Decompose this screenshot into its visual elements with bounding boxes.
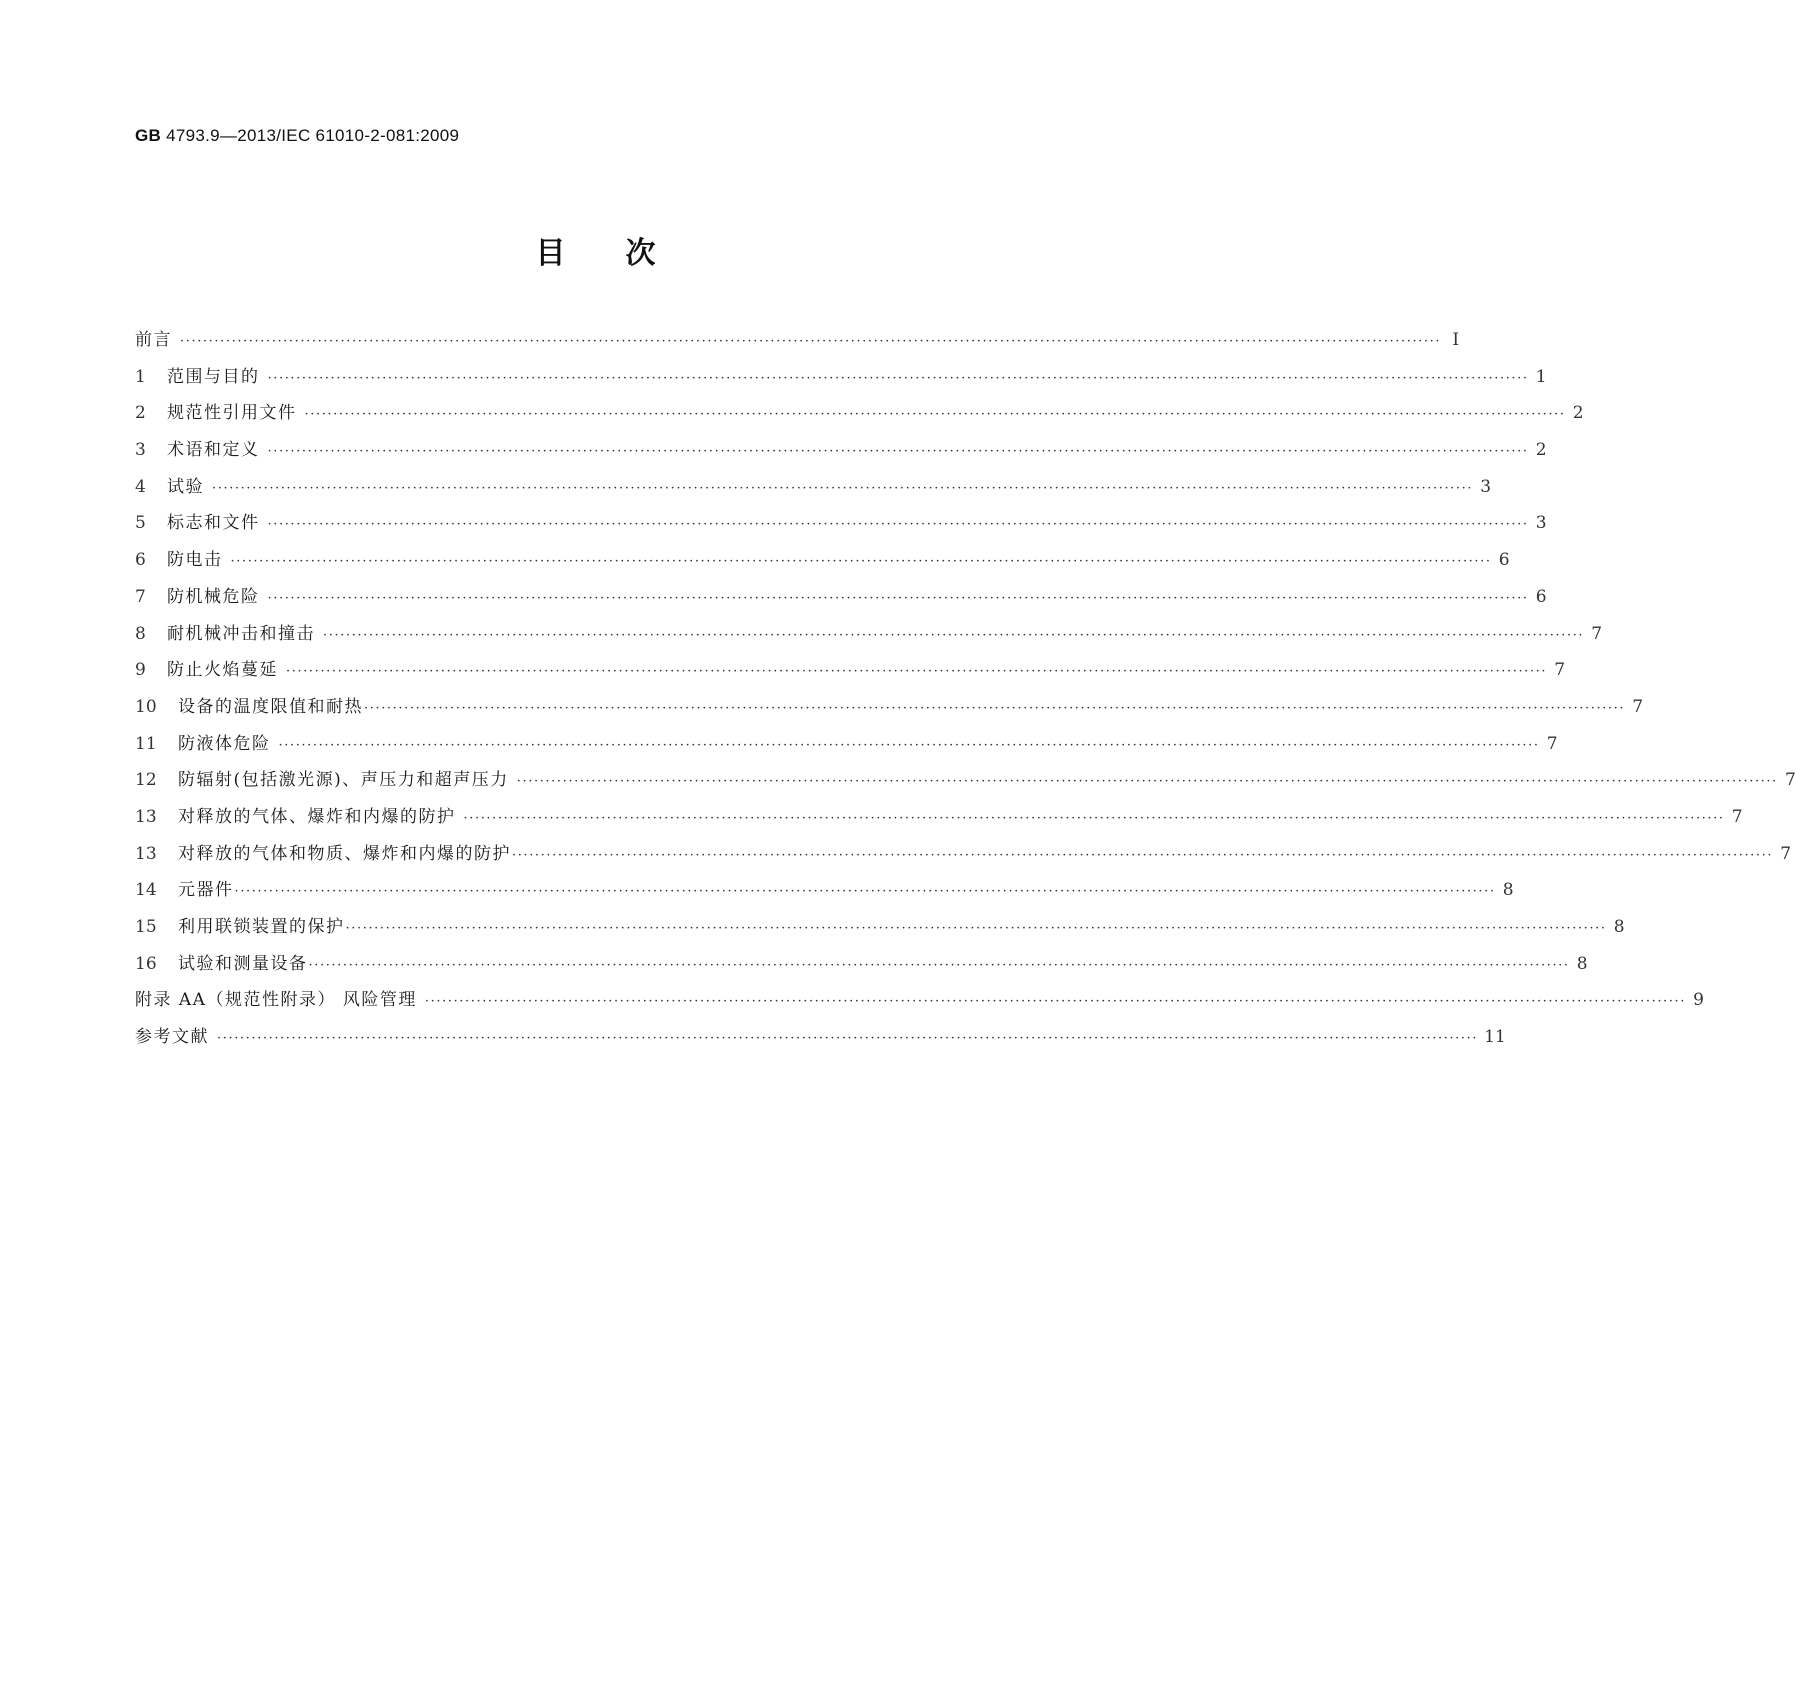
toc-entry-label: 防液体危险 [178,733,271,754]
toc-entry-page: 7 [1554,660,1566,681]
toc-entry[interactable] [135,322,1460,359]
toc-entry-label: 标志和文件 [167,513,260,534]
table-of-contents [135,322,1796,1056]
toc-entry-number: 3 [135,440,146,461]
toc-entry[interactable] [135,359,1547,396]
standard-code [135,126,459,146]
toc-entry[interactable] [135,505,1547,542]
toc-leader-dots: ···························································································································································································································· [323,627,1585,643]
toc-leader-dots: ···························································································································································································································· [212,480,1474,496]
toc-leader-dots: ···························································································································································································································· [512,847,1774,863]
page-title: 目次 [535,236,716,271]
toc-entry-page: 8 [1502,880,1514,901]
toc-entry-label: 设备的温度限值和耐热 [178,696,363,717]
toc-leader-dots: ···························································································································································································································· [286,664,1548,680]
toc-entry-number: 1 [135,366,146,387]
toc-leader-dots: ···························································································································································································································· [267,444,1529,460]
standard-code-number: 4793.9—2013/IEC 61010-2-081:2009 [166,126,460,145]
toc-entry-number: 14 [135,880,157,901]
toc-entry-label: 防机械危险 [167,586,260,607]
toc-entry-page: 3 [1535,513,1547,534]
toc-entry-number: 4 [135,476,146,497]
toc-entry-page: 7 [1780,843,1792,864]
toc-entry-page: 7 [1632,696,1644,717]
toc-entry[interactable] [135,652,1566,689]
toc-entry-label: 元器件 [178,880,234,901]
toc-entry-label: 防电击 [167,550,223,571]
toc-entry-page: 2 [1535,440,1547,461]
toc-entry-label: 对释放的气体和物质、爆炸和内爆的防护 [178,843,511,864]
toc-entry-label: 利用联锁装置的保护 [178,917,345,937]
toc-leader-dots: ···························································································································································································································· [180,334,1442,349]
toc-leader-dots: ···························································································································································································································· [234,884,1496,900]
toc-entry[interactable] [135,432,1547,469]
toc-leader-dots: ···························································································································································································································· [424,994,1686,1010]
toc-leader-dots: ···························································································································································································································· [267,590,1529,606]
toc-entry-page: 6 [1498,550,1510,571]
toc-entry[interactable] [135,799,1743,836]
toc-entry[interactable] [135,1019,1506,1056]
toc-entry-page: 7 [1591,623,1603,644]
toc-leader-dots: ···························································································································································································································· [516,774,1778,790]
toc-entry-number: 6 [135,550,146,571]
toc-leader-dots: ···························································································································································································································· [278,737,1540,753]
toc-entry[interactable] [135,762,1796,799]
toc-entry-number: 9 [135,660,146,681]
toc-entry-label: 术语和定义 [167,440,260,461]
toc-entry[interactable] [135,616,1603,653]
toc-leader-dots: ···························································································································································································································· [308,957,1570,973]
toc-entry-number: 11 [135,733,157,754]
toc-entry-page: 3 [1480,476,1492,497]
toc-entry-page: 9 [1693,990,1704,1011]
toc-entry-label: 试验和测量设备 [178,953,308,974]
toc-entry[interactable] [135,726,1558,763]
toc-entry-number: 8 [135,623,146,644]
standard-code-prefix: GB [135,126,162,145]
toc-entry[interactable] [135,909,1625,946]
toc-entry[interactable] [135,689,1644,726]
toc-entry-number: 5 [135,513,146,534]
toc-leader-dots: ···························································································································································································································· [267,517,1529,533]
toc-entry-number: 13 [135,806,157,827]
toc-entry-label: 附录 AA（规范性附录） 风险管理 [135,990,417,1011]
toc-entry-page: 11 [1484,1027,1506,1048]
toc-entry-label: 参考文献 [135,1027,209,1048]
toc-entry[interactable] [135,982,1704,1019]
toc-entry-page: 1 [1535,366,1547,387]
toc-entry-number: 12 [135,770,157,791]
toc-entry-number: 2 [135,403,146,424]
toc-entry-page: 7 [1731,806,1743,827]
toc-entry-page: 8 [1576,953,1588,974]
toc-entry[interactable] [135,836,1792,873]
toc-entry-number: 7 [135,586,146,607]
toc-entry-label: 试验 [167,476,204,497]
toc-leader-dots: ···························································································································································································································· [267,370,1529,386]
toc-entry-page: 7 [1785,770,1796,791]
toc-entry[interactable] [135,542,1510,579]
toc-leader-dots: ···························································································································································································································· [463,810,1725,826]
toc-leader-dots: ···························································································································································································································· [230,554,1492,570]
toc-entry-page: 6 [1535,586,1547,607]
toc-entry[interactable] [135,469,1492,506]
toc-entry[interactable] [135,872,1514,909]
toc-entry-label: 前言 [135,330,172,350]
toc-entry[interactable] [135,946,1588,983]
toc-leader-dots: ···························································································································································································································· [364,700,1626,716]
toc-entry-number: 13 [135,843,157,864]
toc-entry-number: 16 [135,953,157,974]
toc-entry-label: 规范性引用文件 [167,403,297,424]
toc-leader-dots: ···························································································································································································································· [345,921,1607,936]
toc-entry-label: 范围与目的 [167,366,260,387]
toc-entry[interactable] [135,395,1584,432]
toc-entry[interactable] [135,579,1547,616]
toc-entry-page: Ⅰ [1452,330,1460,350]
toc-leader-dots: ···························································································································································································································· [304,407,1566,423]
toc-entry-page: 7 [1546,733,1558,754]
toc-entry-number: 10 [135,696,157,717]
toc-entry-label: 防辐射(包括激光源)、声压力和超声压力 [178,770,509,791]
toc-entry-label: 耐机械冲击和撞击 [167,623,315,644]
toc-entry-page: 8 [1613,917,1625,937]
toc-entry-label: 对释放的气体、爆炸和内爆的防护 [178,806,456,827]
toc-leader-dots: ···························································································································································································································· [217,1031,1479,1047]
toc-entry-label: 防止火焰蔓延 [167,660,278,681]
toc-entry-number: 15 [135,917,157,937]
toc-entry-page: 2 [1572,403,1584,424]
